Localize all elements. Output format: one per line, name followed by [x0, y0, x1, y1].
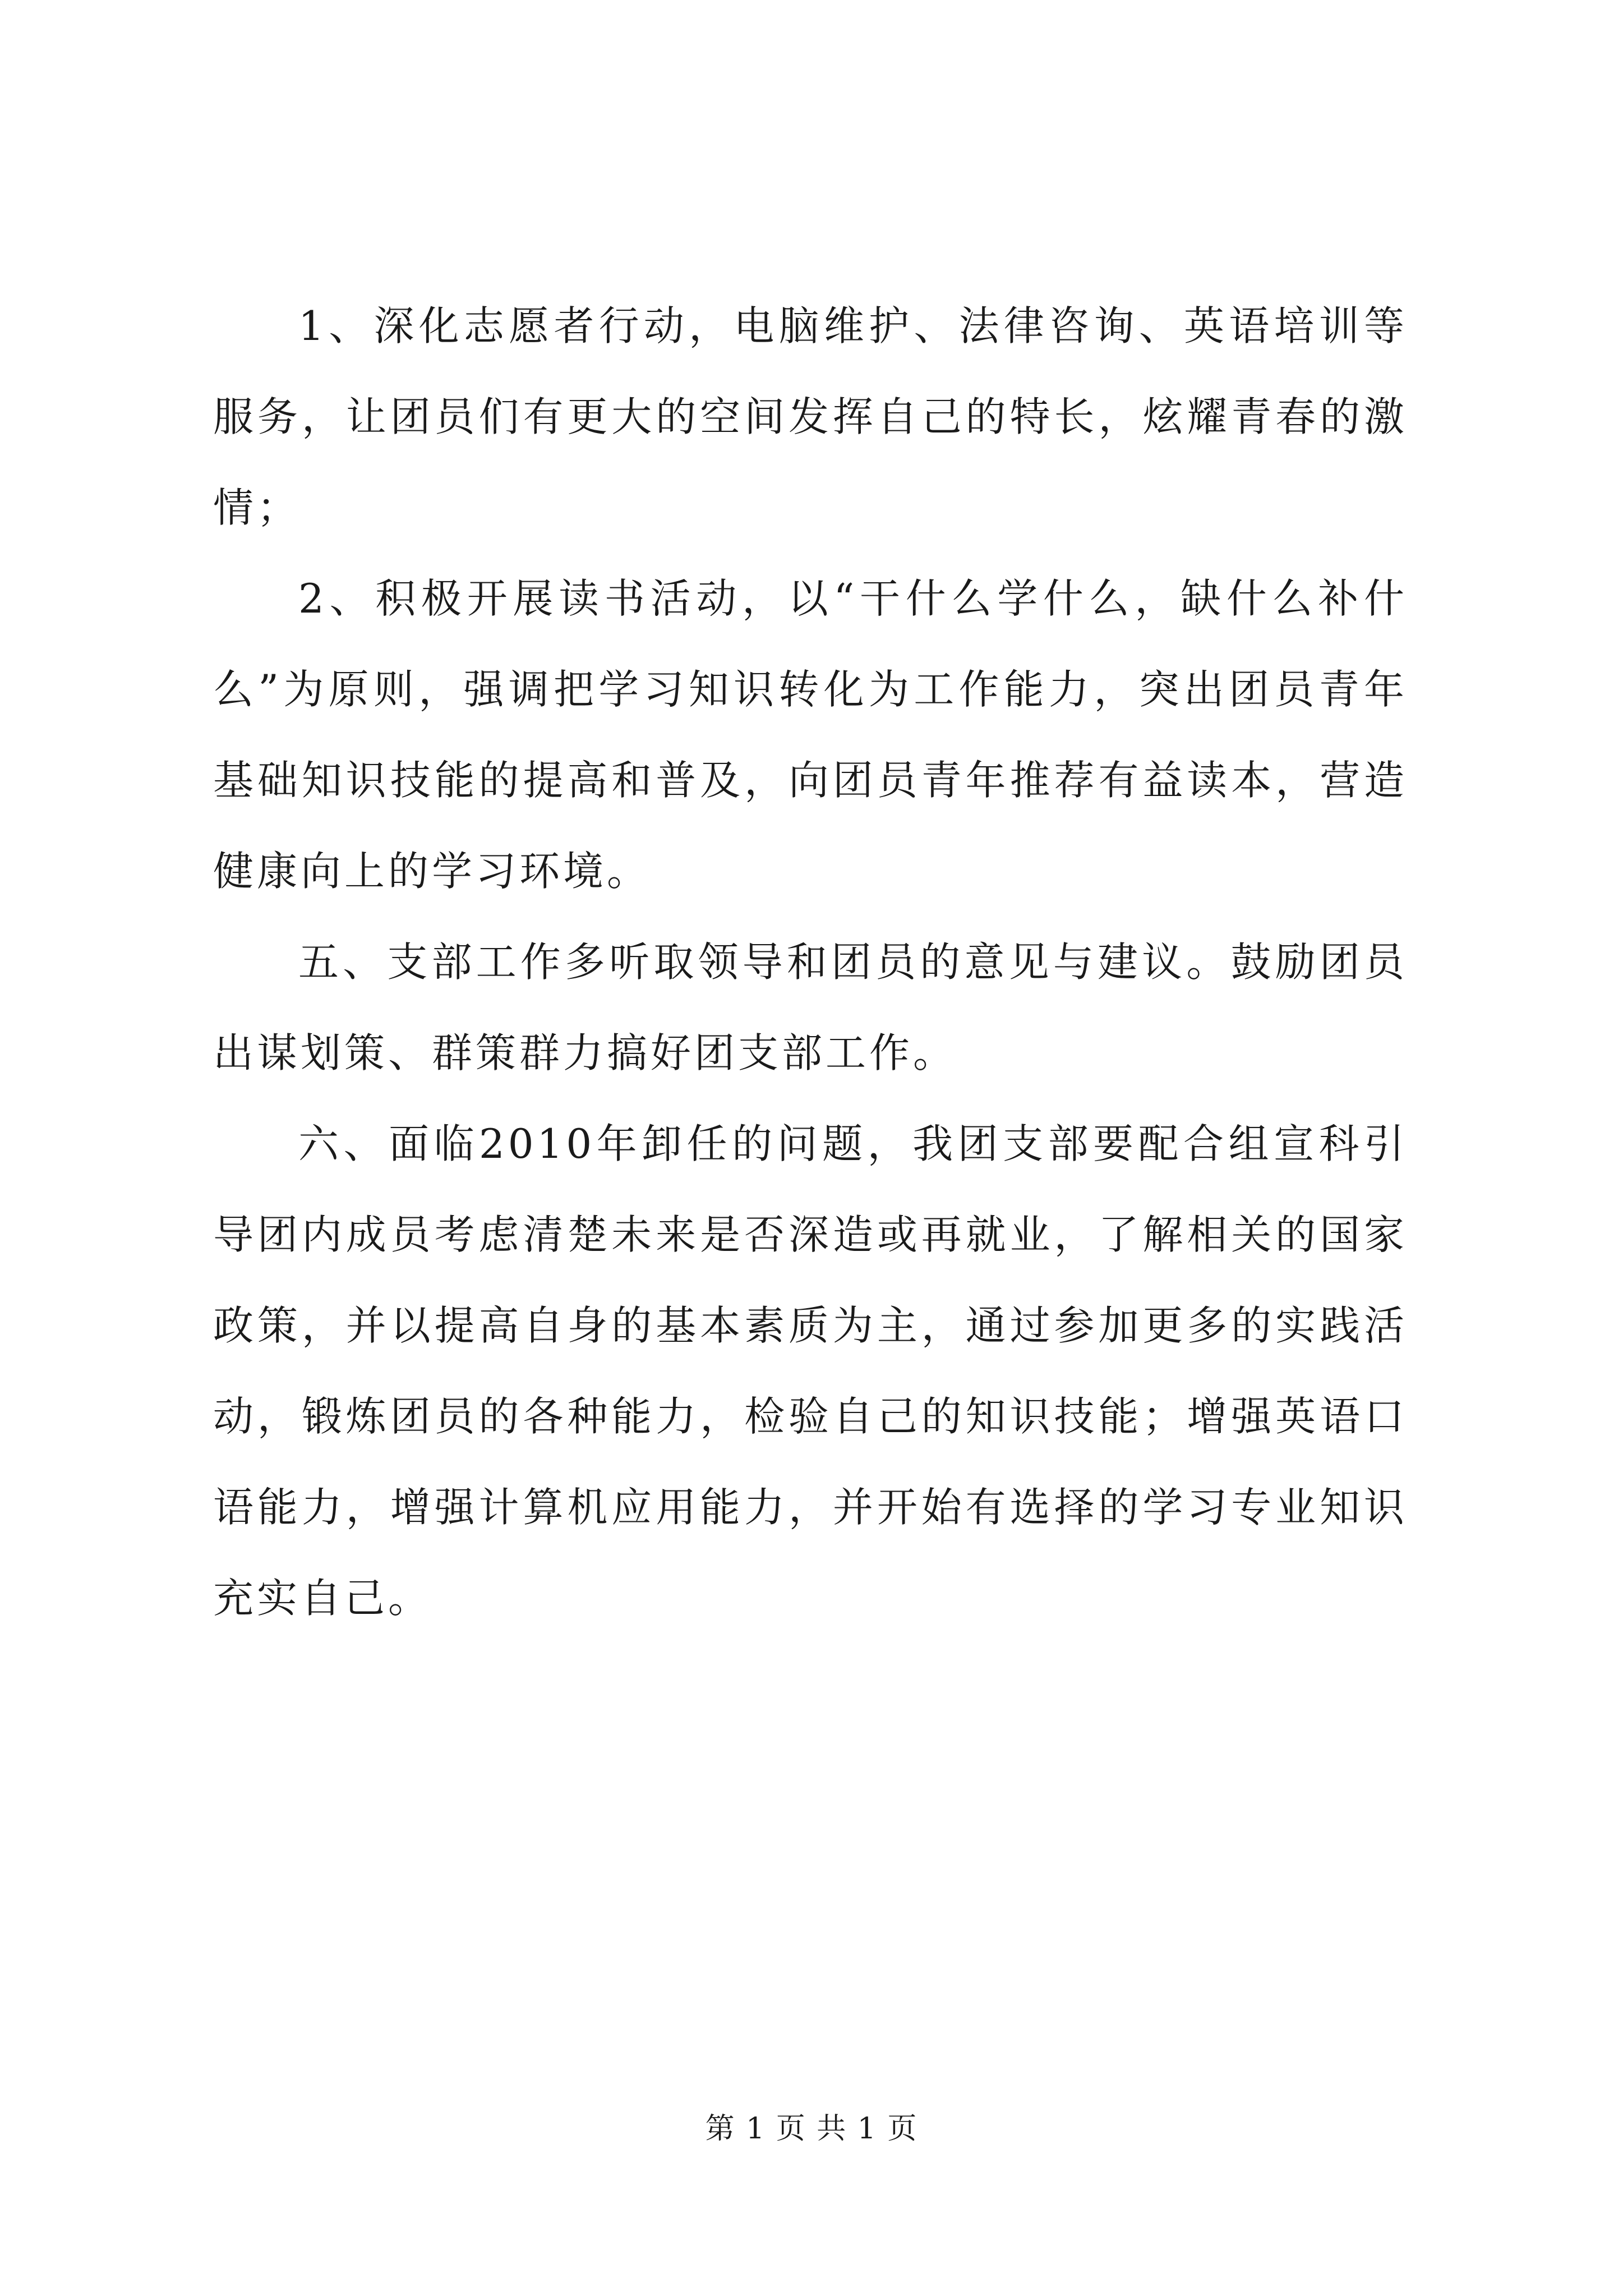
paragraph-section-6: 六、面临2010年卸任的问题，我团支部要配合组宣科引导团内成员考虑清楚未来是否深造或再就业，了解相关的国家政策，并以提高自身的基本素质为主，通过参加更多的实践活动，锻炼团员的各种能力，检验自己的知识技能；增强英语口语能力，增强计算机应用能力，并开始有选择的学习专业知识充实自己。 [213, 1120, 1408, 1622]
paragraph-item-2: 2、积极开展读书活动，以“干什么学什么，缺什么补什么”为原则，强调把学习知识转化为工作能力，突出团员青年基础知识技能的提高和普及，向团员青年推荐有益读本，营造健康向上的学习环境。 [213, 575, 1408, 895]
paragraph-item-1: 1、深化志愿者行动，电脑维护、法律咨询、英语培训等服务，让团员们有更大的空间发挥自己的特长，炫耀青春的激情； [213, 302, 1408, 531]
document-body [213, 280, 1408, 1644]
page-number-footer: 第 1 页 共 1 页 [705, 2112, 918, 2146]
paragraph-section-5: 五、支部工作多听取领导和团员的意见与建议。鼓励团员出谋划策、群策群力搞好团支部工作。 [213, 938, 1408, 1076]
